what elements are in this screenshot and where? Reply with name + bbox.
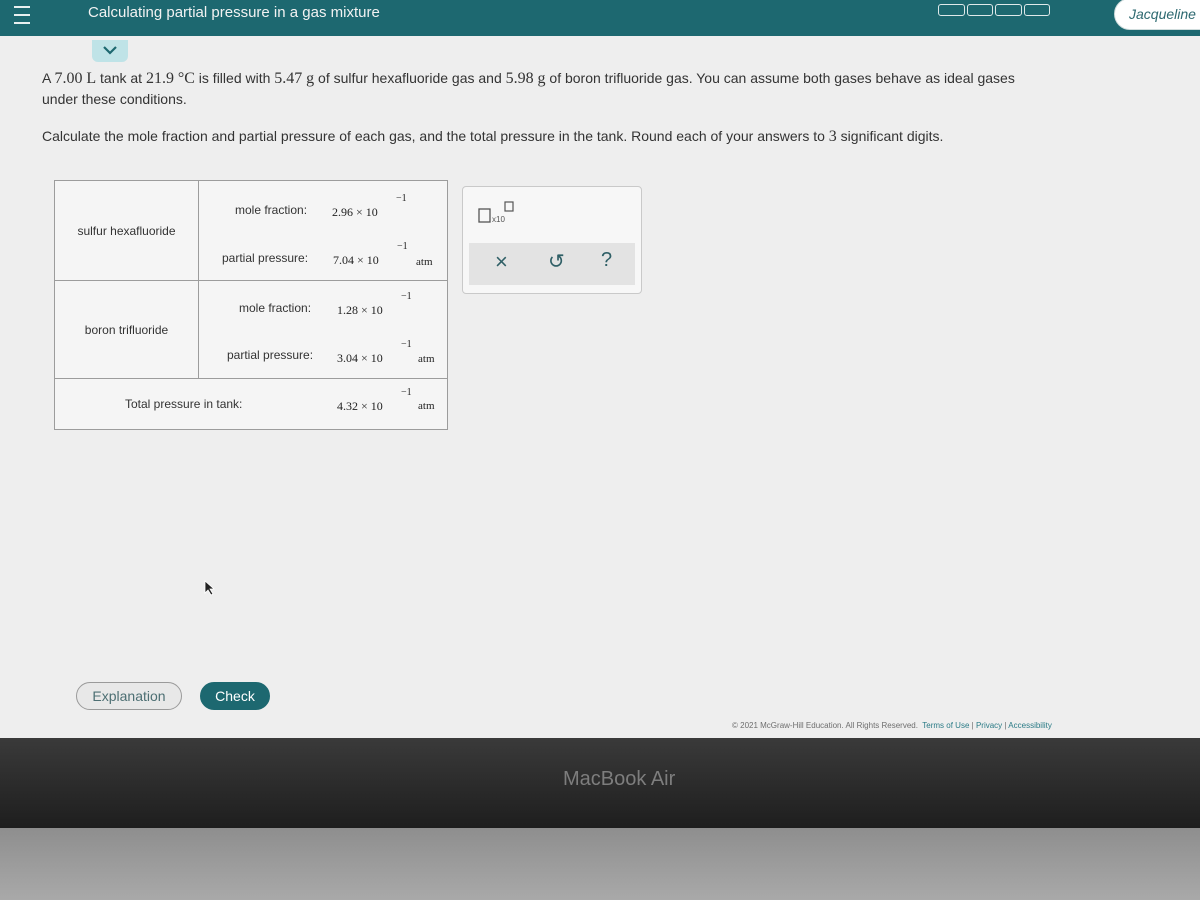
mole-fraction-exponent[interactable]: −1 bbox=[401, 291, 412, 302]
gas-name: sulfur hexafluoride bbox=[55, 181, 199, 280]
device-label: MacBook Air bbox=[563, 768, 676, 790]
mole-fraction-input[interactable]: 1.28 × 10 bbox=[337, 303, 383, 317]
unit-label: atm bbox=[418, 353, 435, 365]
mass-sf6: 5.47 bbox=[274, 70, 303, 87]
progress-segment bbox=[1024, 4, 1051, 16]
problem-instruction: Calculate the mole fraction and partial pressure of each gas, and the total pressure in the tank. Round each of your answers to 3 significant digits. bbox=[42, 128, 944, 145]
progress-segment bbox=[967, 4, 994, 16]
collapse-problem-button[interactable] bbox=[92, 40, 128, 62]
partial-pressure-label: partial pressure: bbox=[227, 348, 314, 362]
user-name: Jacqueline bbox=[1129, 6, 1196, 22]
total-row bbox=[55, 378, 447, 429]
partial-pressure-exponent[interactable]: −1 bbox=[401, 339, 412, 350]
explanation-button[interactable]: Explanation bbox=[76, 682, 182, 710]
tank-volume: 7.00 bbox=[54, 70, 83, 87]
total-pressure-exponent[interactable]: −1 bbox=[401, 387, 412, 398]
user-menu[interactable] bbox=[1114, 0, 1200, 30]
mass-bf3: 5.98 bbox=[505, 70, 534, 87]
answer-table bbox=[54, 180, 448, 430]
partial-pressure-exponent[interactable]: −1 bbox=[397, 241, 408, 252]
mole-fraction-label: mole fraction: bbox=[239, 301, 312, 315]
partial-pressure-input[interactable]: 7.04 × 10 bbox=[333, 253, 379, 267]
mole-fraction-input[interactable]: 2.96 × 10 bbox=[332, 205, 378, 219]
footer: © 2021 McGraw-Hill Education. All Rights Reserved. Terms of Use | Privacy | Accessibility bbox=[732, 721, 1052, 730]
progress-segment bbox=[995, 4, 1022, 16]
total-pressure-label: Total pressure in tank: bbox=[125, 397, 243, 411]
mole-fraction-label: mole fraction: bbox=[235, 203, 308, 217]
terms-link[interactable]: Terms of Use bbox=[922, 721, 970, 730]
total-pressure-input[interactable]: 4.32 × 10 bbox=[337, 399, 383, 413]
check-button[interactable]: Check bbox=[200, 682, 270, 710]
partial-pressure-input[interactable]: 3.04 × 10 bbox=[337, 351, 383, 365]
temperature: 21.9 bbox=[145, 70, 174, 87]
copyright-text: © 2021 McGraw-Hill Education. All Rights Reserved. bbox=[732, 721, 918, 730]
top-bar bbox=[0, 0, 1200, 36]
mouse-cursor-icon bbox=[204, 580, 216, 596]
menu-icon[interactable] bbox=[14, 0, 30, 26]
help-icon[interactable]: ? bbox=[601, 249, 613, 271]
table-row bbox=[55, 280, 447, 378]
sig-figs: 3 bbox=[828, 128, 837, 145]
chevron-down-icon bbox=[102, 44, 118, 56]
math-tools-panel bbox=[462, 186, 642, 294]
unit-label: atm bbox=[418, 400, 435, 412]
tools-action-bar bbox=[469, 243, 635, 285]
x10-superscript-icon[interactable]: x10 bbox=[477, 201, 517, 230]
progress-segment bbox=[938, 4, 965, 16]
unit-label: atm bbox=[416, 256, 433, 268]
clear-icon[interactable]: × bbox=[495, 249, 508, 274]
accessibility-link[interactable]: Accessibility bbox=[1008, 721, 1052, 730]
page-title: Calculating partial pressure in a gas mixture bbox=[88, 4, 380, 21]
mole-fraction-exponent[interactable]: −1 bbox=[396, 193, 407, 204]
desk-surface bbox=[0, 828, 1200, 900]
gas-name: boron trifluoride bbox=[55, 281, 199, 378]
partial-pressure-label: partial pressure: bbox=[222, 251, 309, 265]
table-row bbox=[55, 181, 447, 280]
progress-indicator bbox=[938, 4, 1050, 16]
problem-statement: A 7.00 L tank at 21.9 °C is filled with 5.47 g of sulfur hexafluoride gas and 5.98 g of boron trifluoride gas. You can assume both gases behave as ideal gases under these conditions. bbox=[42, 70, 1015, 107]
undo-icon[interactable]: ↺ bbox=[548, 251, 565, 273]
privacy-link[interactable]: Privacy bbox=[975, 721, 1003, 730]
